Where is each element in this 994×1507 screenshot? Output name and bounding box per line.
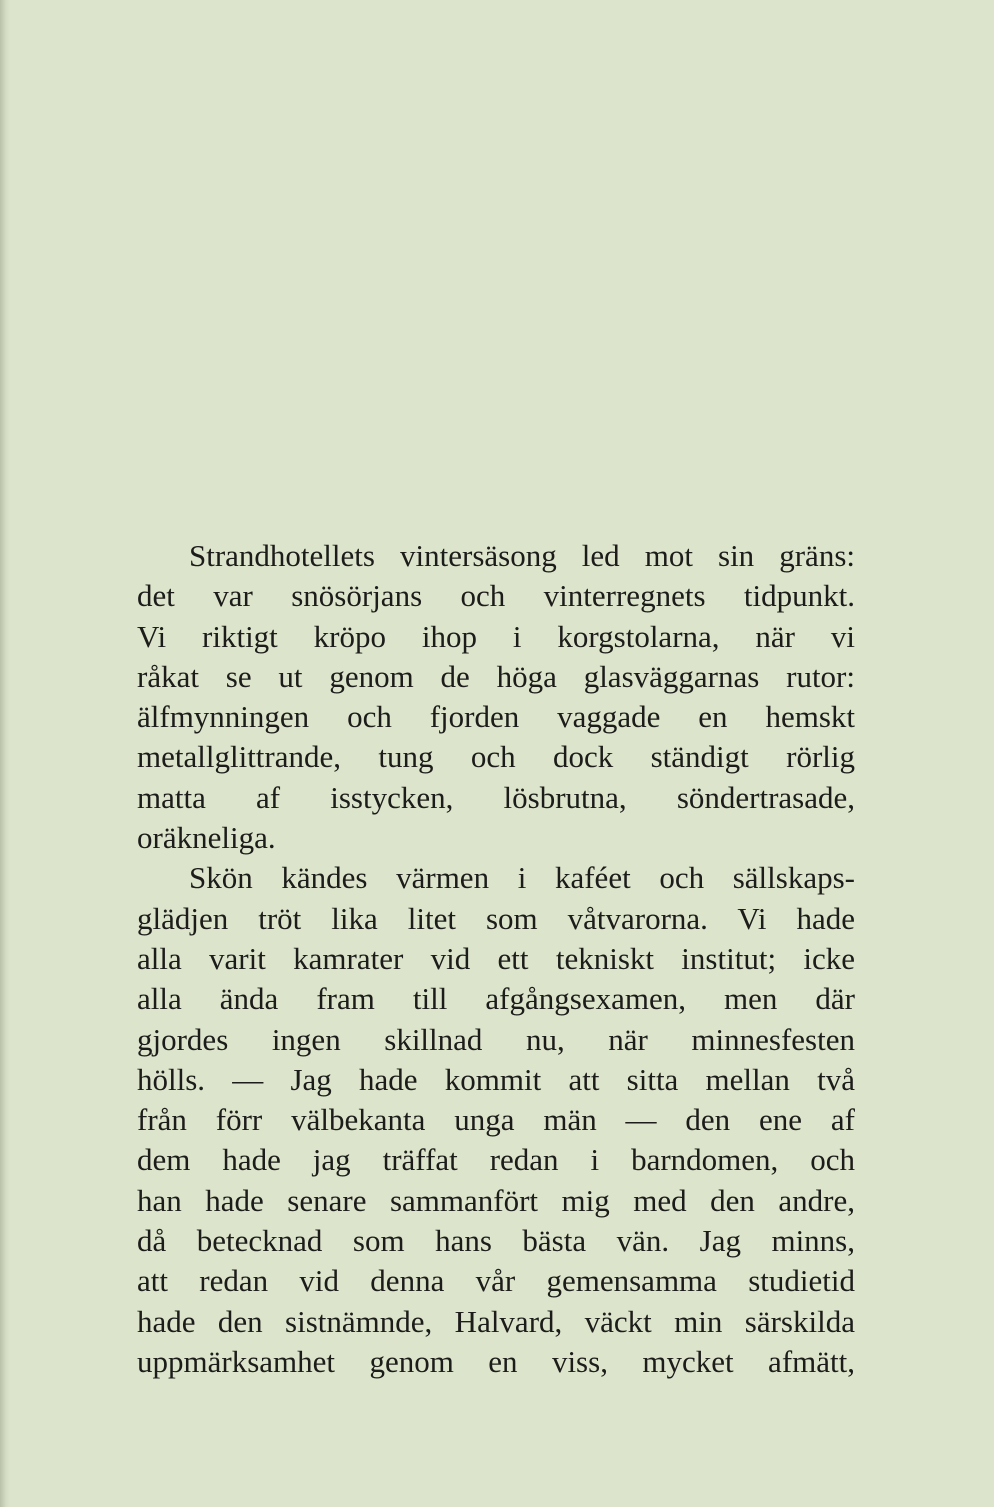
text-line: alla ända fram till afgångsexamen, men där (137, 981, 855, 1017)
binding-edge (0, 0, 10, 1507)
text-line: dem hade jag träffat redan i barndomen, och (137, 1142, 855, 1178)
text-line: att redan vid denna vår gemensamma studietid (137, 1263, 855, 1299)
text-line: älfmynningen och fjorden vaggade en hemskt (137, 699, 855, 735)
text-line: metallglittrande, tung och dock ständigt rörlig (137, 739, 855, 775)
text-line: glädjen tröt lika litet som våtvarorna. Vi hade (137, 900, 855, 936)
text-line: oräkneliga. (137, 820, 276, 856)
text-line: matta af isstycken, lösbrutna, söndertrasade, (137, 779, 855, 815)
text-line: Skön kändes värmen i kaféet och sällskaps- (189, 860, 855, 896)
text-line: Strandhotellets vintersäsong led mot sin gräns: (189, 538, 855, 573)
text-line: hölls. — Jag hade kommit att sitta mellan två (137, 1061, 855, 1097)
body-text (137, 536, 855, 1382)
text-line: gjordes ingen skillnad nu, när minnesfesten (137, 1021, 855, 1057)
text-line: alla varit kamrater vid ett tekniskt institut; icke (137, 940, 855, 976)
text-line: det var snösörjans och vinterregnets tidpunkt. (137, 578, 855, 614)
text-line: då betecknad som hans bästa vän. Jag minns, (137, 1223, 855, 1259)
text-line: från förr välbekanta unga män — den ene af (137, 1102, 855, 1138)
paragraph-1 (137, 536, 855, 858)
text-line: uppmärksamhet genom en viss, mycket afmätt, (137, 1343, 855, 1379)
paragraph-2 (137, 858, 855, 1382)
text-line: råkat se ut genom de höga glasväggarnas rutor: (137, 658, 855, 694)
text-line: hade den sistnämnde, Halvard, väckt min särskilda (137, 1303, 855, 1339)
text-line: Vi riktigt kröpo ihop i korgstolarna, när vi (137, 618, 855, 654)
text-line: han hade senare sammanfört mig med den andre, (137, 1182, 855, 1218)
